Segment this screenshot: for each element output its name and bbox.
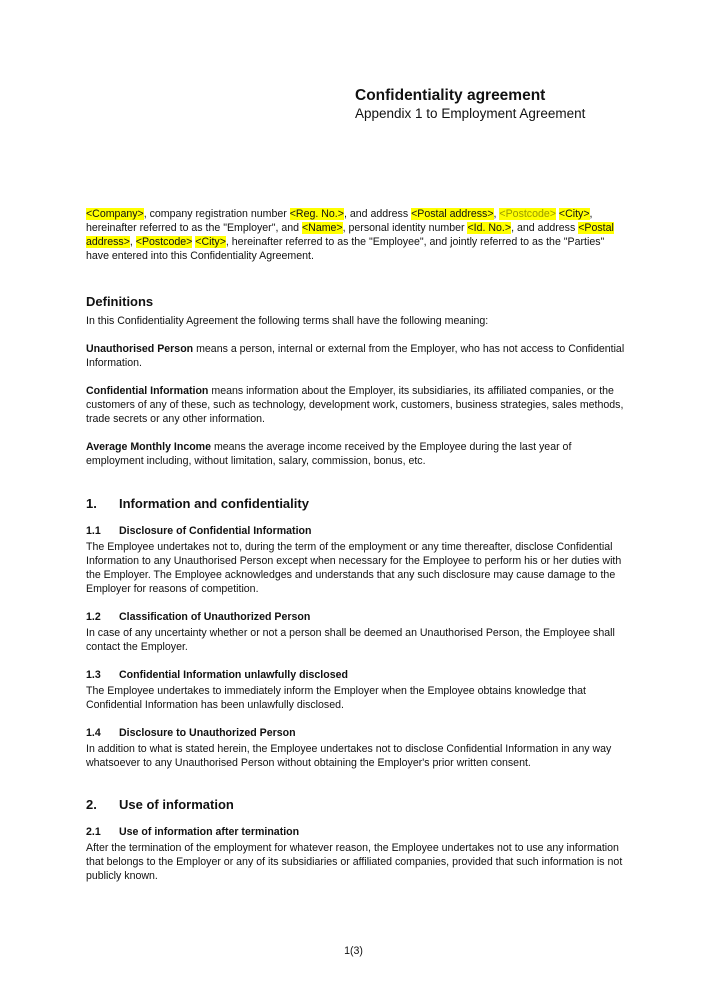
subsection-title: Disclosure of Confidential Information [119, 525, 312, 537]
subsection-number: 1.3 [86, 669, 101, 681]
subsection-heading [86, 726, 626, 740]
placeholder-postal-address: <Postal address> [86, 222, 614, 248]
definition-text: means the average income received by the Employee during the last year of employment including, without limitation, salary, commission, bonus, etc. [86, 441, 572, 467]
document-subtitle: Appendix 1 to Employment Agreement [355, 106, 586, 121]
subsection-heading [86, 524, 626, 538]
document-title: Confidentiality agreement [355, 87, 546, 104]
section-heading [86, 797, 626, 813]
definition-item [86, 440, 626, 468]
subsection-body: In addition to what is stated herein, the Employee undertakes not to disclose Confidential Information in any way whatsoever to any Unauthorised Person without obtaining the Employer's prior written consent. [86, 743, 612, 769]
subsection-body: In case of any uncertainty whether or not a person shall be deemed an Unauthorised Person, the Employee shall contact the Employer. [86, 627, 615, 653]
section-use-of-information [86, 797, 626, 883]
definitions-section [86, 294, 626, 468]
placeholder-postal-address: <Postal address> [411, 208, 494, 220]
placeholder-city: <City> [558, 208, 590, 220]
page-number: 1(3) [344, 945, 363, 957]
section-title: Information and confidentiality [119, 496, 309, 511]
subsection-title: Disclosure to Unauthorized Person [119, 727, 296, 739]
subsection-number: 1.4 [86, 727, 101, 739]
subsection-body: The Employee undertakes not to, during the term of the employment or any time thereafter, disclose Confidential Information to any Unauthorised Person except when necessary for the Employee to perform his or her duties with the Employer. The Employee acknowledges and understands that any such disclosure may cause damage to the Employer for reasons of competition. [86, 541, 622, 595]
subsection-heading [86, 610, 626, 624]
placeholder-postcode: <Postcode> [135, 236, 193, 248]
placeholder-company: <Company> [86, 208, 144, 220]
definitions-heading: Definitions [86, 294, 154, 309]
subsection-heading [86, 825, 626, 839]
document-header [355, 86, 695, 122]
placeholder-reg-no: <Reg. No.> [289, 208, 344, 220]
section-number: 1. [86, 496, 97, 511]
section-number: 2. [86, 797, 97, 812]
subsection-number: 1.1 [86, 525, 101, 537]
subsection-title: Use of information after termination [119, 826, 300, 838]
definition-item [86, 342, 626, 370]
definition-term: Unauthorised Person [86, 343, 194, 355]
placeholder-id-no: <Id. No.> [467, 222, 512, 234]
subsection-title: Classification of Unauthorized Person [119, 611, 311, 623]
subsection-body: After the termination of the employment for whatever reason, the Employee undertakes not to use any information that belongs to the Employer or any of its subsidiaries or affiliated companies, provided that such information is not publicly known. [86, 842, 623, 882]
definition-item [86, 384, 626, 426]
placeholder-postcode: <Postcode> [499, 208, 556, 220]
section-heading [86, 496, 626, 512]
subsection-number: 1.2 [86, 611, 101, 623]
subsection-number: 2.1 [86, 826, 101, 838]
subsection-title: Confidential Information unlawfully disclosed [119, 669, 348, 681]
subsection-heading [86, 668, 626, 682]
placeholder-city: <City> [195, 236, 226, 248]
subsection-body: The Employee undertakes to immediately inform the Employer when the Employee obtains knowledge that Confidential Information has been unlawfully disclosed. [86, 685, 586, 711]
section-information-confidentiality [86, 496, 626, 770]
document-body [86, 207, 626, 883]
definition-term: Confidential Information [86, 385, 209, 397]
definition-term: Average Monthly Income [86, 441, 211, 453]
definition-text: means information about the Employer, its subsidiaries, its affiliated companies, or the customers of any of these, such as technology, development work, customers, business strategies, sales methods, trade secrets or any other information. [86, 385, 624, 425]
section-title: Use of information [119, 797, 234, 812]
placeholder-name: <Name> [301, 222, 343, 234]
definition-text: means a person, internal or external from the Employer, who has not access to Confidential Information. [86, 343, 625, 369]
definitions-lead: In this Confidentiality Agreement the following terms shall have the following meaning: [86, 315, 489, 327]
intro-paragraph: <Company>, company registration number <Reg. No.>, and address <Postal address>, <Postcode> <City>, hereinafter referred to as the "Employer", and <Name>, personal identity number <Id. No.>, and address <Postal address>, <Postcode> <City>, hereinafter referred to as the "Employee", and jointly referred to as the "Parties" have entered into this Confidentiality Agreement. [86, 208, 614, 262]
